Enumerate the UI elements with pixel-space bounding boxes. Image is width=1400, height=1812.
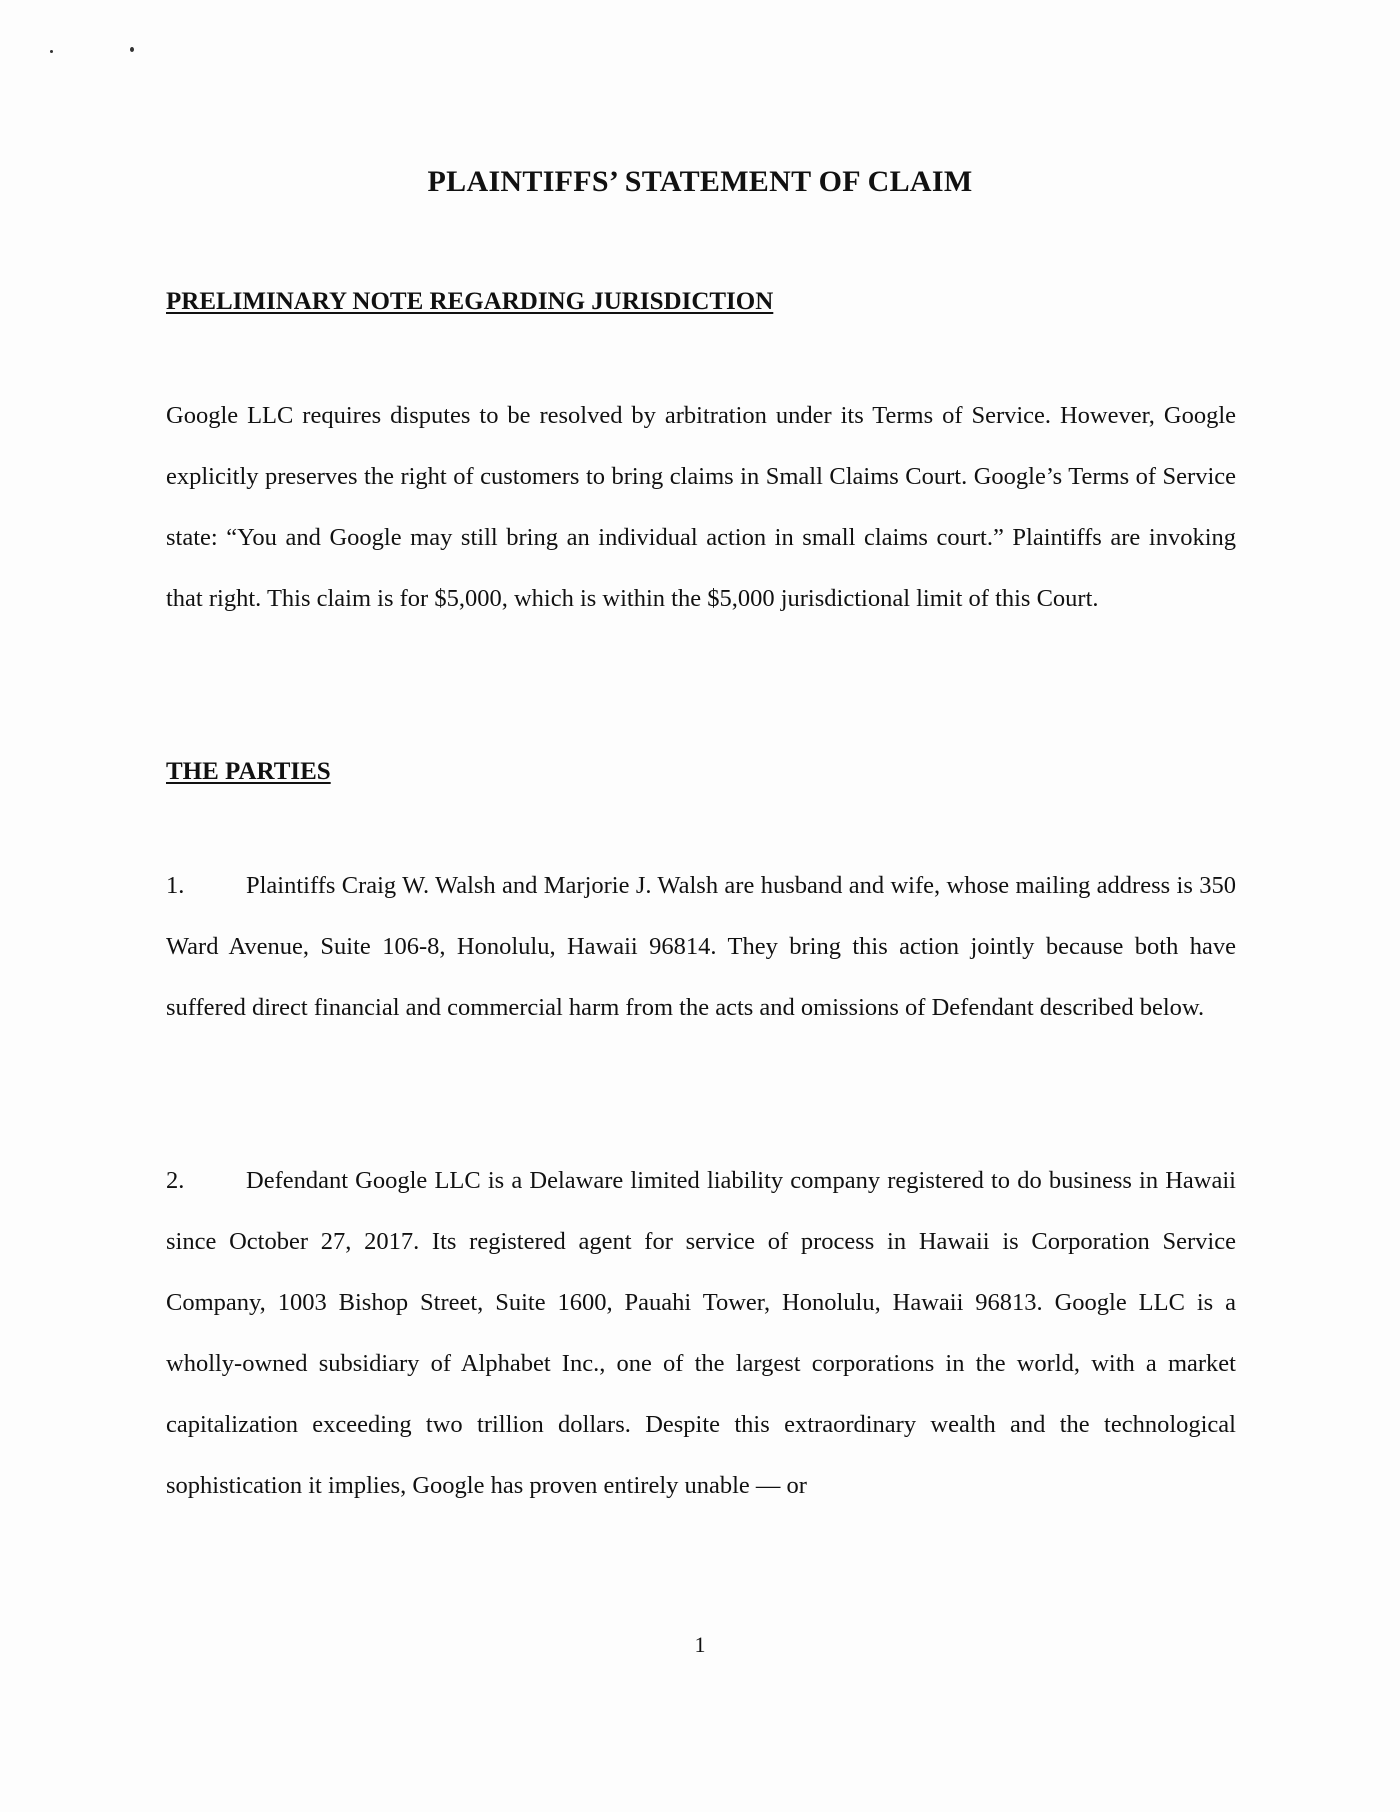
paragraph-jurisdiction: [166, 385, 1236, 629]
scan-speck: [50, 50, 53, 53]
section-heading-parties: THE PARTIES: [166, 758, 331, 785]
paragraph-text: Google LLC requires disputes to be resolved by arbitration under its Terms of Service. However, Google explicitly preserves the right of customers to bring claims in Small Claims Court. Google’s Terms of Service state: “You and Google may still bring an individual action in small claims court.” Plaintiffs are invoking that right. This claim is for $5,000, which is within the $5,000 jurisdictional limit of this Court.: [166, 402, 1236, 612]
document-title: PLAINTIFFS’ STATEMENT OF CLAIM: [427, 165, 973, 198]
section-heading-jurisdiction: PRELIMINARY NOTE REGARDING JURISDICTION: [166, 288, 774, 315]
paragraph-text: Defendant Google LLC is a Delaware limited liability company registered to do business in Hawaii since October 27, 2017. Its registered agent for service of process in Hawaii is Corporation Service Company, 1003 Bishop Street, Suite 1600, Pauahi Tower, Honolulu, Hawaii 96813. Google LLC is a wholly-owned subsidiary of Alphabet Inc., one of the largest corporations in the world, with a market capitalization exceeding two trillion dollars. Despite this extraordinary wealth and the technological sophistication it implies, Google has proven entirely unable — or: [166, 1167, 1236, 1499]
scan-artifacts: [50, 44, 150, 58]
paragraph-2: [166, 1150, 1236, 1516]
paragraph-number: 2.: [166, 1167, 185, 1194]
paragraph-number: 1.: [166, 872, 185, 899]
page-number: 1: [694, 1632, 706, 1657]
paragraph-text: Plaintiffs Craig W. Walsh and Marjorie J. Walsh are husband and wife, whose mailing address is 350 Ward Avenue, Suite 106-8, Honolulu, Hawaii 96814. They bring this action jointly because both have suffered direct financial and commercial harm from the acts and omissions of Defendant described below.: [166, 872, 1236, 1021]
scan-speck: [130, 47, 134, 52]
paragraph-1: [166, 855, 1236, 1038]
